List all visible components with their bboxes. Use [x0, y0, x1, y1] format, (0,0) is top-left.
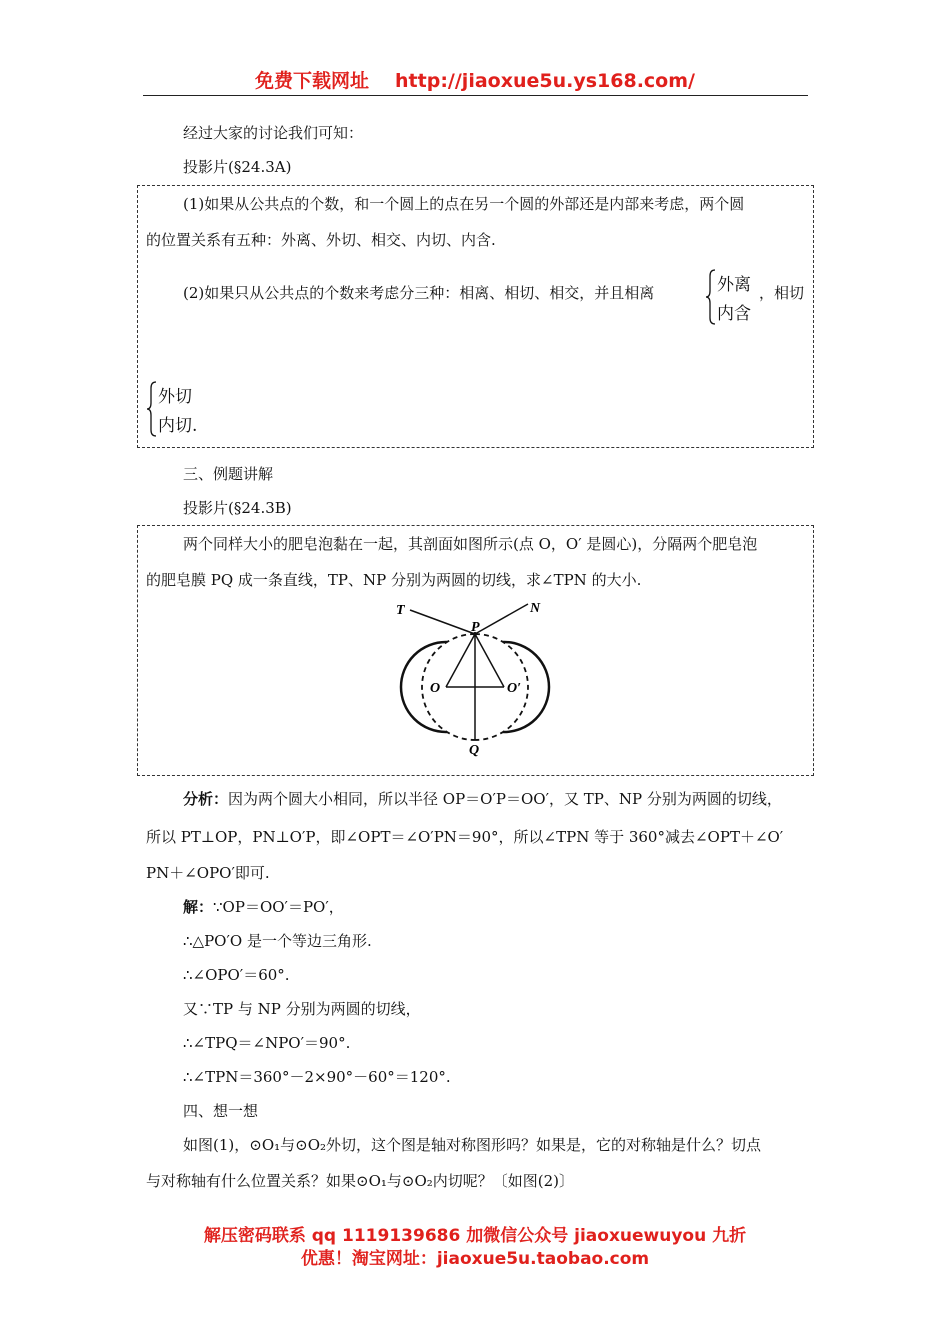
brace1-top: 外离 [717, 275, 751, 295]
brace-tangent [146, 380, 226, 438]
analysis-label: 分析： [183, 790, 229, 808]
slide-a-label: 投影片(§24.3A) [183, 158, 292, 176]
box-a-p1-line1: (1)如果从公共点的个数，和一个圆上的点在另一个圆的外部还是内部来考虑，两个圆 [183, 195, 745, 213]
label-O-prime: O′ [507, 681, 522, 696]
analysis-line3: PN＋∠OPO′即可. [146, 864, 270, 882]
section3-title: 三、例题讲解 [183, 465, 274, 483]
label-P: P [471, 620, 480, 635]
solution-line1 [183, 896, 344, 917]
analysis-line2: 所以 PT⊥OP，PN⊥O′P，即∠OPT＝∠O′PN＝90°，所以∠TPN 等于 360°减去∠OPT＋∠O′ [146, 828, 784, 846]
label-N: N [530, 601, 541, 616]
analysis-line1 [183, 788, 782, 809]
solution-line3: ∴∠OPO′＝60°. [183, 966, 290, 984]
solution-label: 解： [183, 898, 214, 916]
solution-line4: 又∵TP 与 NP 分别为两圆的切线， [183, 1000, 421, 1018]
section4-title: 四、想一想 [183, 1102, 259, 1120]
solution-line6: ∴∠TPN＝360°－2×90°－60°＝120°. [183, 1068, 451, 1086]
box-a-p2-text: (2)如果只从公共点的个数来考虑分三种：相离、相切、相交，并且相离 [183, 284, 655, 302]
box-b-line2: 的肥皂膜 PQ 成一条直线，TP、NP 分别为两圆的切线，求∠TPN 的大小. [146, 571, 642, 589]
header-link[interactable] [0, 66, 950, 93]
footer-line2[interactable]: 优惠！淘宝网址：jiaoxue5u.taobao.com [300, 1249, 650, 1269]
brace-icon [146, 380, 158, 438]
header-left-text: 免费下载网址 [255, 70, 370, 92]
think-line2: 与对称轴有什么位置关系？如果⊙O₁与⊙O₂内切呢？〔如图(2)〕 [146, 1172, 575, 1190]
label-T: T [396, 603, 405, 618]
solution-line2: ∴△PO′O 是一个等边三角形. [183, 932, 372, 950]
think-line1: 如图(1)，⊙O₁与⊙O₂外切，这个图是轴对称图形吗？如果是，它的对称轴是什么？切点 [183, 1136, 762, 1154]
tangent-TP [410, 610, 475, 634]
footer-line1: 解压密码联系 qq 1119139686 加微信公众号 jiaoxuewuyou 九折 [203, 1226, 747, 1246]
header-url[interactable]: http://jiaoxue5u.ys168.com/ [395, 70, 695, 92]
solution-line5: ∴∠TPQ＝∠NPO′＝90°. [183, 1034, 351, 1052]
label-O: O [430, 681, 441, 696]
box-b-line1: 两个同样大小的肥皂泡黏在一起，其剖面如图所示(点 O，O′ 是圆心)，分隔两个肥皂泡 [183, 535, 758, 553]
box-a-p2-tail: ，相切 [759, 284, 805, 302]
soap-bubble-figure [380, 600, 580, 760]
box-a-p1-line2: 的位置关系有五种：外离、外切、相交、内切、内含. [146, 231, 496, 249]
brace2-top: 外切 [158, 387, 192, 407]
slide-b-label: 投影片(§24.3B) [183, 499, 292, 517]
brace2-bottom: 内切. [158, 416, 198, 436]
tangent-NP [475, 604, 528, 634]
analysis-line1-text: 因为两个圆大小相同，所以半径 OP＝O′P＝OO′，又 TP、NP 分别为两圆的切线， [228, 790, 782, 808]
brace-icon [705, 268, 717, 326]
label-Q: Q [469, 743, 480, 758]
solution-line1-text: ∵OP＝OO′＝PO′， [213, 898, 344, 916]
header-divider [143, 95, 808, 96]
intro-text: 经过大家的讨论我们可知： [183, 124, 364, 142]
brace1-bottom: 内含 [717, 304, 751, 324]
brace-separated [705, 268, 765, 326]
